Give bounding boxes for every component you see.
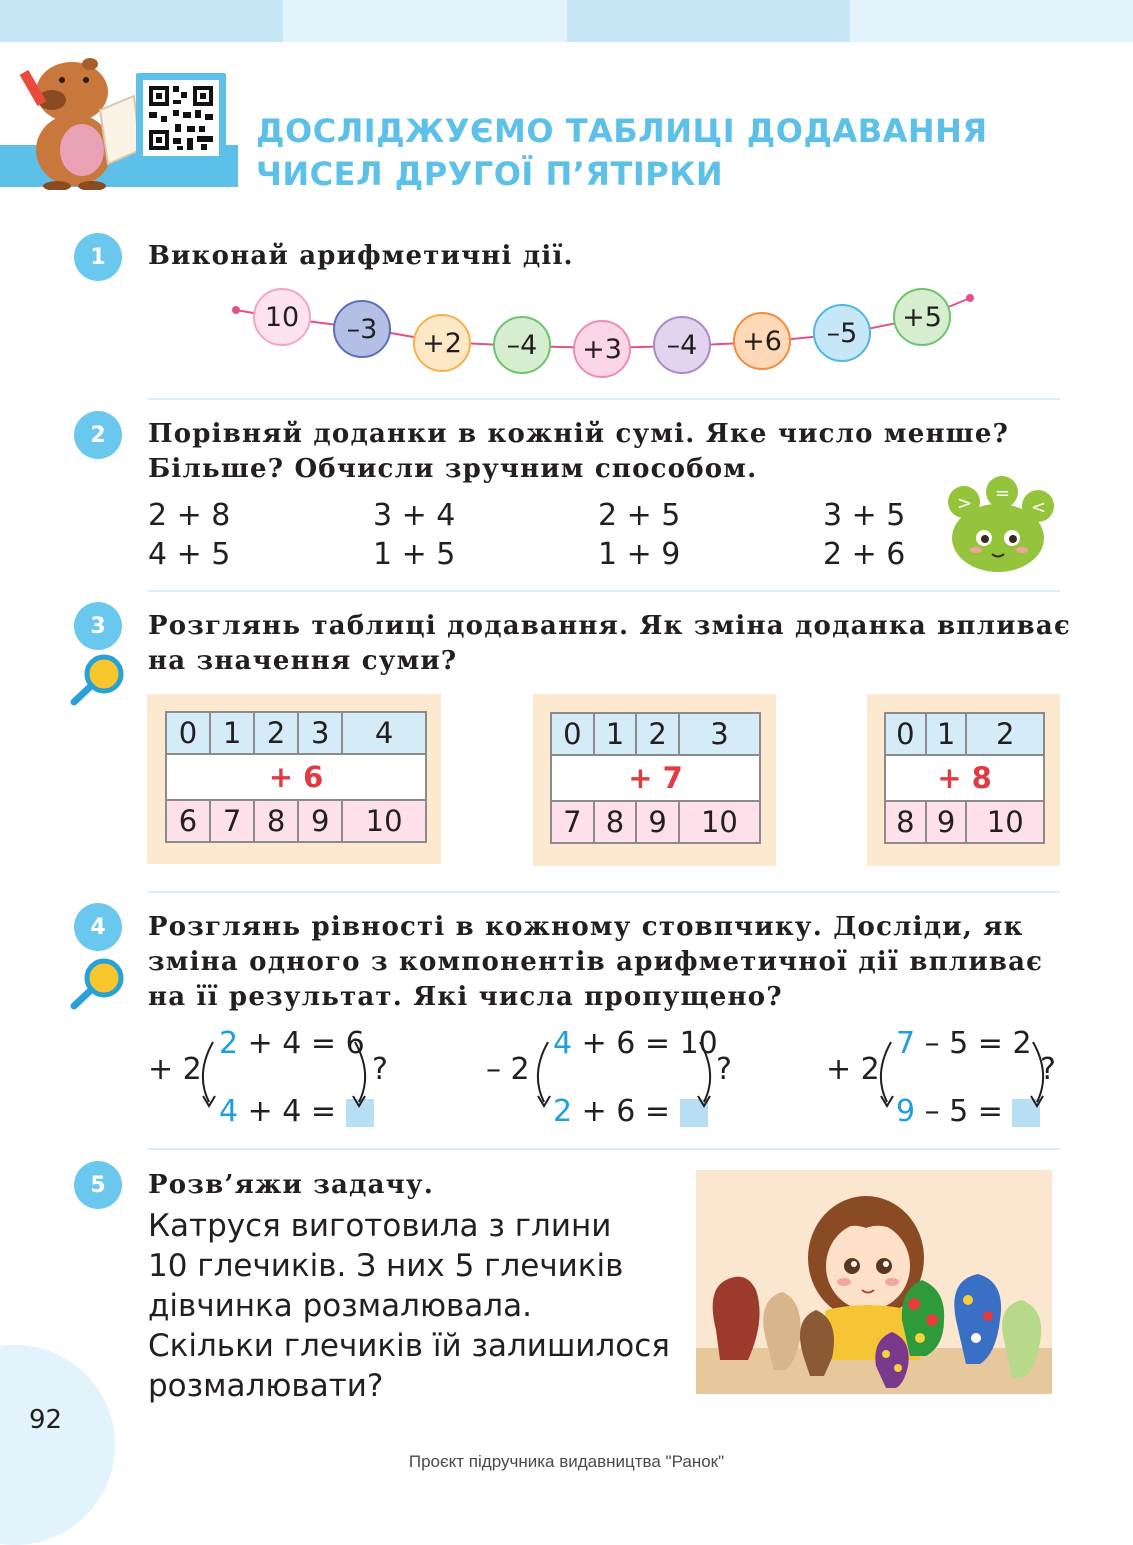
separator — [148, 1148, 1060, 1150]
table-cell: 4 — [342, 712, 426, 754]
task-4-line-2: зміна одного з компонентів арифметичної дії впливає — [148, 947, 1044, 977]
table-cell: 7 — [551, 801, 594, 843]
table-cell: 8 — [594, 801, 637, 843]
chain-bead: –3 — [333, 300, 391, 358]
table-cell: 0 — [551, 713, 594, 755]
table-cell: 1 — [926, 713, 967, 755]
task-4-line-1: Розглянь рівності в кожному стовпчику. Досліди, як — [148, 912, 1024, 942]
footer-text: Проєкт підручника видавництва "Ранок" — [408, 1452, 725, 1471]
sum-expression: 2 + 6 — [823, 537, 906, 572]
task-number-4: 4 — [74, 903, 122, 951]
sum-expression: 2 + 8 — [148, 498, 231, 533]
page-corner-decoration — [0, 1345, 115, 1545]
arrows-icon — [873, 1038, 1053, 1118]
separator — [148, 590, 1060, 592]
sum-expression: 1 + 9 — [598, 537, 681, 572]
sum-expression: 2 + 5 — [598, 498, 681, 533]
page-number: 92 — [29, 1405, 63, 1435]
table-cell: 8 — [885, 801, 926, 843]
sum-expression: 4 + 5 — [148, 537, 231, 572]
table-cell: 9 — [926, 801, 967, 843]
svg-text:<: < — [1031, 497, 1047, 518]
table-operation: + 6 — [166, 754, 426, 800]
task-number-3: 3 — [74, 602, 122, 650]
sum-expression: 3 + 4 — [373, 498, 456, 533]
table-cell: 2 — [254, 712, 298, 754]
question-mark: ? — [1040, 1052, 1056, 1087]
svg-text:>: > — [957, 493, 973, 514]
task-3-line-1: Розглянь таблиці додавання. Як зміна доданка впливає — [148, 611, 1072, 641]
table-cell: 2 — [636, 713, 679, 755]
table-cell: 10 — [679, 801, 760, 843]
task-1-instruction: Виконай арифметичні дії. — [148, 241, 574, 271]
table-cell: 9 — [636, 801, 679, 843]
story-line: 10 глечиків. З них 5 глечиків — [148, 1248, 624, 1284]
task-number-2: 2 — [74, 411, 122, 459]
task-4-line-3: на її результат. Які числа пропущено? — [148, 982, 783, 1012]
equation-top: 7 – 5 = 2 — [896, 1026, 1032, 1061]
change-label: – 2 — [486, 1052, 530, 1087]
chain-bead: 10 — [253, 288, 311, 346]
equation-bottom: 4 + 4 = — [219, 1094, 374, 1129]
arrows-icon — [530, 1038, 720, 1118]
sum-expression: 3 + 5 — [823, 498, 906, 533]
change-label: + 2 — [148, 1052, 202, 1087]
chain-bead: –5 — [813, 304, 871, 362]
table-cell: 3 — [679, 713, 760, 755]
chain-bead: +6 — [733, 312, 791, 370]
story-line: Скільки глечиків їй залишилося — [148, 1328, 670, 1364]
task-3-instruction — [148, 609, 1071, 679]
table-cell: 9 — [298, 800, 342, 842]
girl-with-clay-pots-illustration — [696, 1170, 1052, 1394]
table-cell: 0 — [885, 713, 926, 755]
task-2-instruction — [148, 417, 1009, 487]
addition-table-6 — [147, 694, 441, 864]
change-label: + 2 — [826, 1052, 880, 1087]
changed-operand: 4 — [553, 1026, 573, 1061]
table-cell: 1 — [210, 712, 254, 754]
table-cell: 7 — [210, 800, 254, 842]
task-3-line-2: на значення суми? — [148, 646, 458, 676]
addition-table-8 — [867, 694, 1060, 866]
task-number-5: 5 — [74, 1161, 122, 1209]
word-problem — [148, 1206, 670, 1406]
equation-top: 2 + 4 = 6 — [219, 1026, 365, 1061]
table-cell: 6 — [166, 800, 210, 842]
table-operation: + 7 — [551, 755, 760, 801]
magnifier-icon — [70, 654, 126, 706]
story-line: Катруся виготовила з глини — [148, 1208, 612, 1244]
separator — [148, 398, 1060, 400]
table-operation: + 8 — [885, 755, 1044, 801]
bead-chain-string — [0, 0, 1133, 400]
chain-bead: –4 — [653, 316, 711, 374]
sum-expression: 1 + 5 — [373, 537, 456, 572]
task-5-instruction: Розв’яжи задачу. — [148, 1170, 434, 1200]
table-cell: 10 — [342, 800, 426, 842]
table-cell: 0 — [166, 712, 210, 754]
equation-bottom: 2 + 6 = — [553, 1094, 708, 1129]
table-cell: 2 — [966, 713, 1044, 755]
chain-bead: –4 — [493, 316, 551, 374]
task-4-instruction — [148, 910, 1043, 1015]
addition-table-7 — [533, 694, 776, 866]
equation-top: 4 + 6 = 10 — [553, 1026, 718, 1061]
changed-operand: 2 — [553, 1094, 573, 1129]
table-cell: 1 — [594, 713, 637, 755]
changed-operand: 4 — [219, 1094, 239, 1129]
green-monster-icon — [940, 474, 1064, 574]
magnifier-icon — [70, 958, 126, 1010]
task-2-line-1: Порівняй доданки в кожній сумі. Яке число менше? — [148, 419, 1009, 449]
task-2-line-2: Більше? Обчисли зручним способом. — [148, 454, 758, 484]
svg-text:=: = — [995, 483, 1011, 504]
separator — [148, 891, 1060, 893]
chain-bead: +3 — [573, 320, 631, 378]
chain-bead: +5 — [893, 288, 951, 346]
table-cell: 3 — [298, 712, 342, 754]
question-mark: ? — [716, 1052, 732, 1087]
story-line: розмалювати? — [148, 1368, 384, 1404]
task-number-1: 1 — [74, 233, 122, 281]
table-cell: 8 — [254, 800, 298, 842]
changed-operand: 9 — [896, 1094, 916, 1129]
title-line-1: ДОСЛІДЖУЄМО ТАБЛИЦІ ДОДАВАННЯ — [256, 112, 988, 150]
equation-bottom: 9 – 5 = — [896, 1094, 1040, 1129]
changed-operand: 2 — [219, 1026, 239, 1061]
arrows-icon — [195, 1038, 375, 1118]
title-line-2: ЧИСЕЛ ДРУГОЇ П’ЯТІРКИ — [256, 155, 724, 193]
chain-bead: +2 — [413, 314, 471, 372]
story-line: дівчинка розмалювала. — [148, 1288, 532, 1324]
changed-operand: 7 — [896, 1026, 916, 1061]
table-cell: 10 — [966, 801, 1044, 843]
question-mark: ? — [372, 1052, 388, 1087]
